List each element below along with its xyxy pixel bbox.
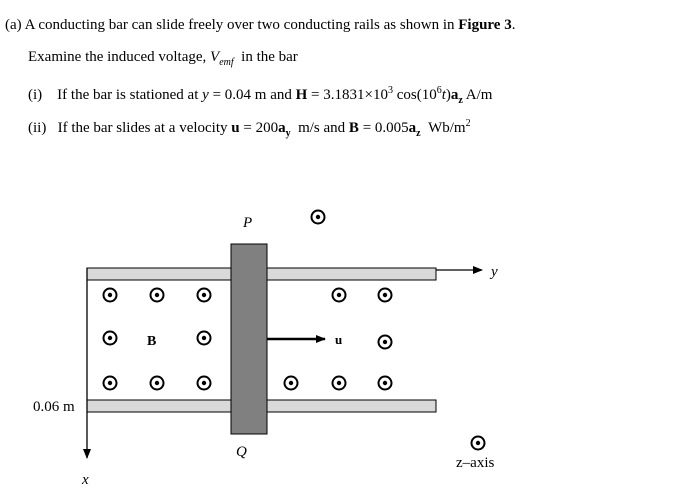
label-b: B bbox=[147, 334, 157, 349]
field-dot bbox=[198, 332, 211, 345]
b-field-unit: $Wb/m^2$ bbox=[428, 118, 471, 136]
field-dot bbox=[198, 289, 211, 302]
examine-post-text: in the bar bbox=[241, 49, 298, 65]
field-dot bbox=[104, 377, 117, 390]
h-field-symbol: H bbox=[295, 87, 308, 103]
h-field-expression: = $3.1831\times 10^3$ $\cos(10^6t)a_z$ bbox=[311, 85, 463, 106]
v-emf-symbol: $V_{emf}$ bbox=[210, 49, 234, 68]
h-field-unit: A/m bbox=[465, 87, 493, 103]
sliding-bar bbox=[231, 244, 267, 434]
label-y: y bbox=[491, 264, 498, 280]
field-dot bbox=[151, 377, 164, 390]
item-i-label: (i) bbox=[28, 87, 43, 103]
item-i-eq-value: = 0.04 m and bbox=[212, 87, 292, 103]
u-velocity-symbol: u bbox=[231, 120, 240, 136]
u-velocity-expression: = $200a_y$ bbox=[243, 120, 291, 139]
field-dot bbox=[333, 289, 346, 302]
label-u: u bbox=[335, 332, 343, 347]
u-velocity-unit: m/s and bbox=[298, 120, 346, 136]
field-dot bbox=[379, 377, 392, 390]
item-i-y-var: y bbox=[202, 87, 209, 103]
field-dot bbox=[104, 332, 117, 345]
field-dot bbox=[379, 289, 392, 302]
label-p: P bbox=[243, 215, 253, 231]
intro-period: . bbox=[511, 17, 516, 33]
b-field-symbol: B bbox=[348, 120, 359, 136]
figure-reference: Figure 3 bbox=[458, 17, 512, 33]
item-ii-text: If the bar slides at a velocity bbox=[57, 120, 228, 136]
examine-text: Examine the induced voltage, bbox=[28, 49, 207, 65]
field-dot bbox=[285, 377, 298, 390]
field-dot bbox=[333, 377, 346, 390]
intro-text: A conducting bar can slide freely over two conducting rails as shown in bbox=[24, 17, 455, 33]
label-q: Q bbox=[236, 444, 247, 460]
label-x: x bbox=[82, 472, 89, 488]
field-dot bbox=[151, 289, 164, 302]
field-dot bbox=[198, 377, 211, 390]
field-dots bbox=[104, 211, 485, 450]
label-z-axis: z–axis bbox=[456, 455, 495, 471]
field-dot bbox=[379, 336, 392, 349]
item-i-text: If the bar is stationed at bbox=[57, 87, 199, 103]
item-ii-label: (ii) bbox=[28, 120, 47, 136]
b-field-expression: = $0.005a_z$ bbox=[362, 120, 421, 139]
part-label: (a) bbox=[5, 17, 22, 33]
field-dot-top bbox=[312, 211, 325, 224]
z-axis-dot bbox=[472, 437, 485, 450]
field-dot bbox=[104, 289, 117, 302]
label-width: 0.06 m bbox=[33, 399, 75, 415]
